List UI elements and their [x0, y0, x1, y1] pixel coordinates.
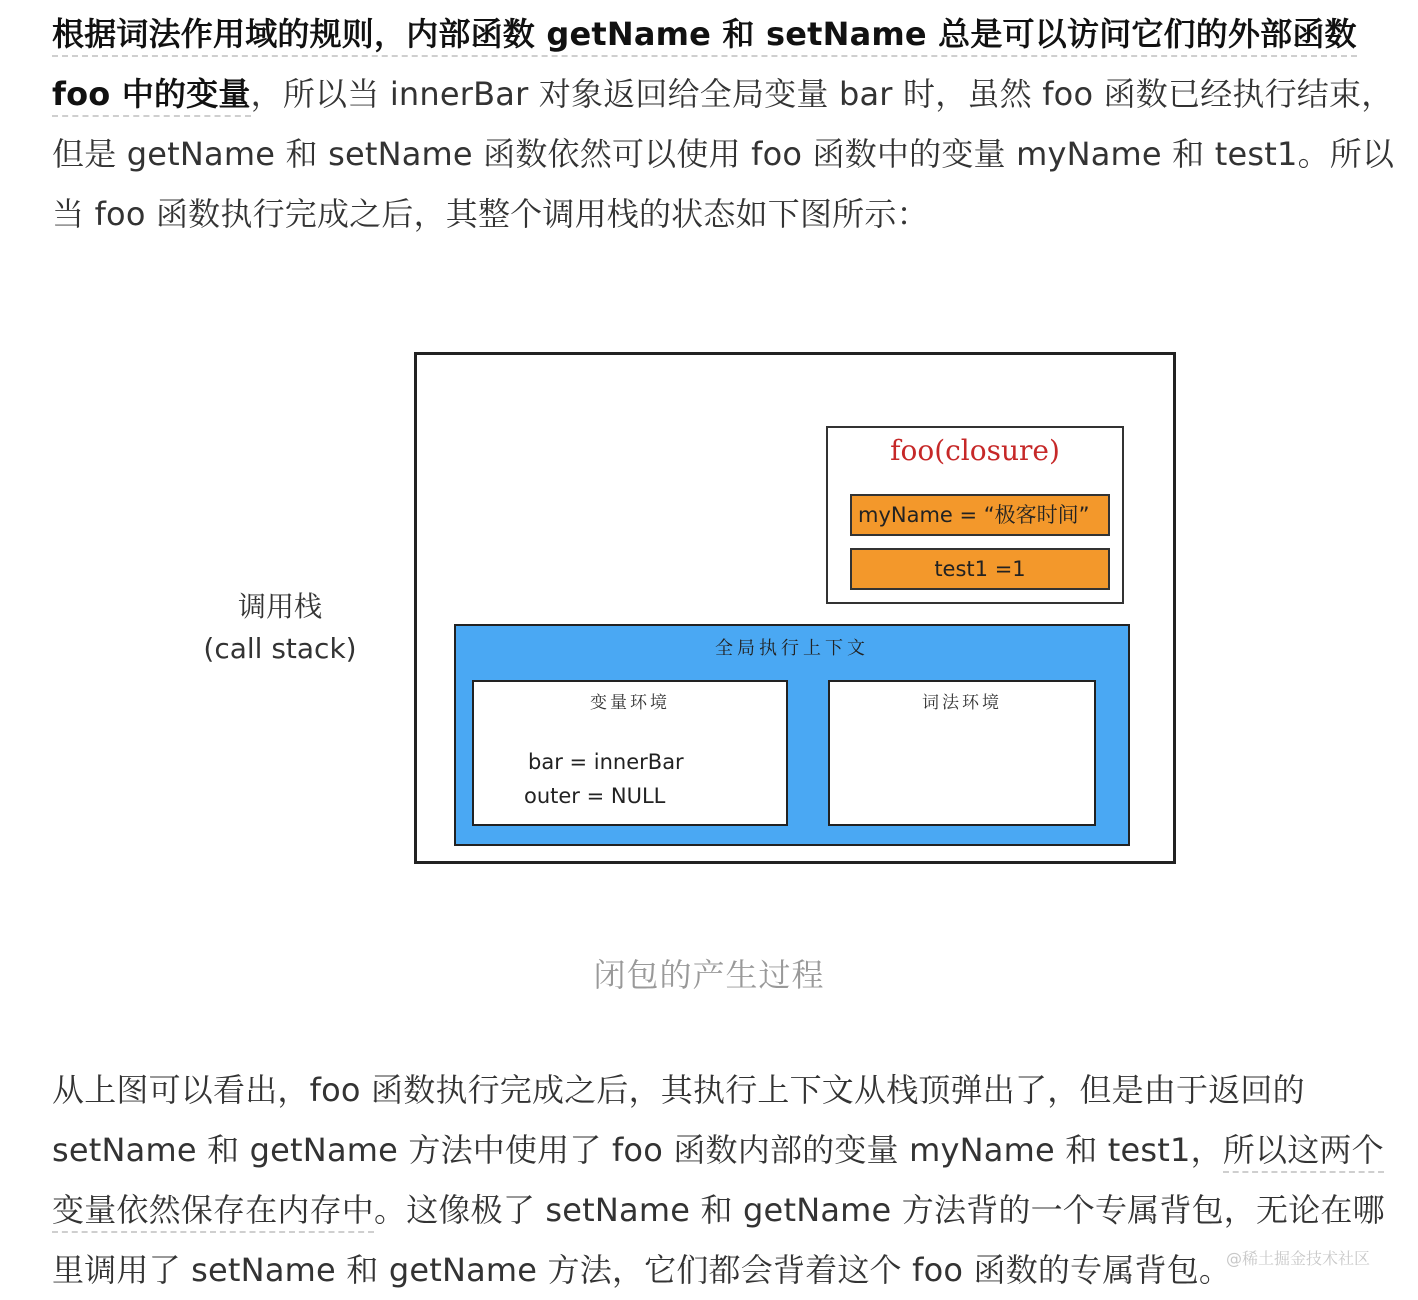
call-stack-label-cn: 调用栈	[237, 590, 322, 623]
watermark: @稀土掘金技术社区	[1226, 1249, 1371, 1268]
intro-text: ，所以当 innerBar 对象返回给全局变量 bar 时，虽然 foo 函数已经执行结束，但是 getName 和 setName 函数依然可以使用 foo 函数中的变量 myName 和 test1。所以当 foo 函数执行完成之后，其整个调用栈的状态如下图所示：	[52, 75, 1395, 233]
closure-box	[826, 426, 1124, 604]
variable-environment-box	[472, 680, 788, 826]
lexical-environment-box	[828, 680, 1096, 826]
closure-var-test1: test1 =1	[850, 548, 1110, 590]
variable-bar: bar = innerBar	[528, 750, 684, 774]
outro-text-2: 。这像极了 setName 和 getName 方法背的一个专属背包，无论在哪里调用了 setName 和 getName 方法，它们都会背着这个 foo 函数的专属背包。	[52, 1191, 1385, 1289]
closure-var-myname: myName = “极客时间”	[850, 494, 1110, 536]
outro-underlined-text: 所以这两个变量依然保存在内存中	[52, 1131, 1384, 1233]
closure-title: foo(closure)	[890, 434, 1060, 467]
lexical-environment-title: 词法环境	[922, 693, 1002, 713]
call-stack-label	[200, 586, 360, 670]
global-execution-context	[454, 624, 1130, 846]
outro-paragraph	[52, 1060, 1402, 1300]
outro-text-1: 从上图可以看出，foo 函数执行完成之后，其执行上下文从栈顶弹出了，但是由于返回的 setName 和 getName 方法中使用了 foo 函数内部的变量 myName 和 test1，	[52, 1071, 1305, 1169]
variable-outer: outer = NULL	[524, 784, 666, 808]
figure-caption: 闭包的产生过程	[593, 956, 825, 994]
intro-bold-text: 根据词法作用域的规则，内部函数 getName 和 setName 总是可以访问它们的外部函数 foo 中的变量	[52, 15, 1357, 117]
global-context-title: 全局执行上下文	[715, 638, 869, 659]
intro-paragraph	[52, 4, 1402, 244]
call-stack-label-en: (call stack)	[203, 632, 357, 665]
variable-environment-title: 变量环境	[590, 693, 670, 713]
